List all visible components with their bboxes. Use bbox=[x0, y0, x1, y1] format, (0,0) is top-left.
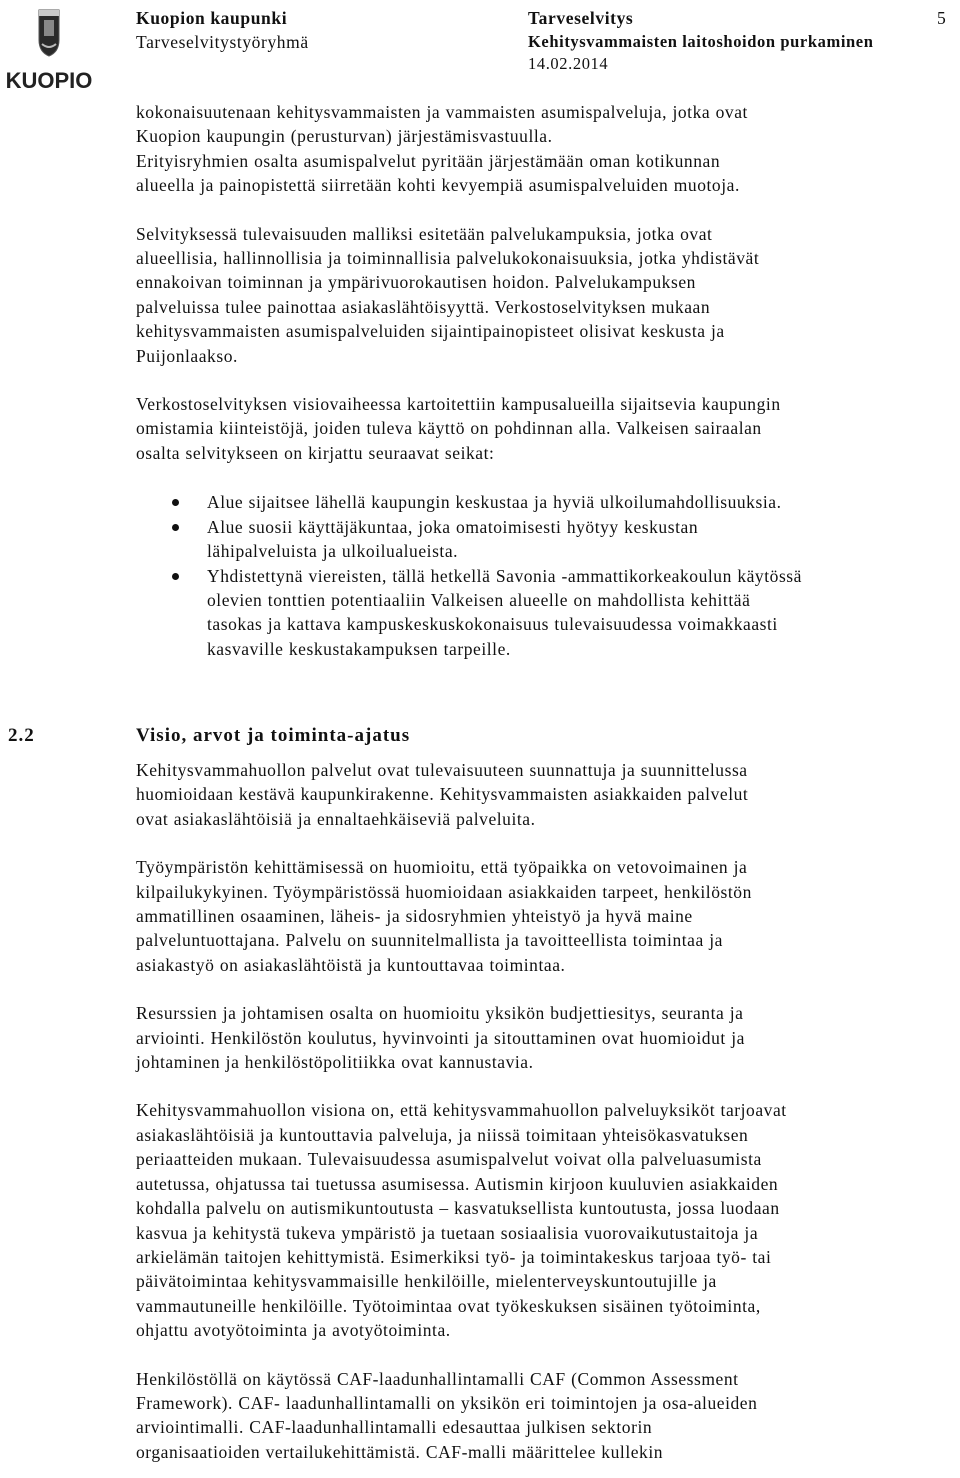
body-part-2 bbox=[136, 758, 956, 1464]
text-line: organisaatioiden vertailukehittämistä. CAF-malli määrittelee kullekin bbox=[136, 1441, 664, 1462]
text-line: autetussa, ohjatussa tai tuetussa asumisessa. Autismin kirjoon kuuluvien asiakkaiden bbox=[136, 1173, 779, 1194]
kuopio-logo bbox=[6, 4, 92, 96]
paragraph-services bbox=[136, 758, 956, 831]
text-line: kasvua ja kehitystä tukeva ympäristö ja tuetaan sosiaalisia vuorovaikutustaitoja ja bbox=[136, 1222, 759, 1243]
text-line: päivätoimintaa kehitysvammaisille henkilöille, mielenterveyskuntoutujille ja bbox=[136, 1271, 717, 1292]
logo-wordmark: KUOPIO bbox=[6, 68, 92, 93]
text-line: Framework). CAF- laadunhallintamalli on yksikön eri toimintojen ja osa-alueiden bbox=[136, 1392, 758, 1413]
text-line: Puijonlaakso. bbox=[136, 345, 238, 366]
intro-paragraph bbox=[136, 100, 956, 198]
text-line: Alue sijaitsee lähellä kaupungin keskustaa ja hyviä ulkoilumahdollisuuksia. bbox=[207, 492, 782, 513]
text-line: arkielämän taitojen kehittymistä. Esimerkiksi työ- ja toimintakeskus tarjoaa työ- tai bbox=[136, 1246, 772, 1267]
text-line: asiakaslähtöisiä ja kuntouttavia palveluja, ja niissä toimitaan yhteisökasvatuksen bbox=[136, 1124, 749, 1145]
section-heading bbox=[8, 725, 410, 747]
header-group: Tarveselvitystyöryhmä bbox=[136, 32, 309, 52]
text-line: olevien tonttien potentiaaliin Valkeisen alueelle on mahdollista kehittää bbox=[207, 589, 751, 610]
paragraph-caf bbox=[136, 1367, 956, 1465]
body-part-1 bbox=[136, 100, 956, 661]
bullet-item bbox=[136, 564, 956, 662]
page-number: 5 bbox=[937, 8, 947, 28]
header-doc-type: Tarveselvitys bbox=[528, 8, 634, 28]
text-line: Verkostoselvityksen visiovaiheessa kartoitettiin kampusalueilla sijaitsevia kaupungin bbox=[136, 394, 781, 415]
text-line: arviointimalli. CAF-laadunhallintamalli edesauttaa julkisen sektorin bbox=[136, 1417, 653, 1438]
section-title: Visio, arvot ja toiminta-ajatus bbox=[136, 725, 411, 746]
header-organization: Kuopion kaupunki bbox=[136, 8, 288, 28]
paragraph-resources bbox=[136, 1001, 956, 1074]
text-line: osalta selvitykseen on kirjattu seuraavat seikat: bbox=[136, 442, 495, 463]
text-line: arviointi. Henkilöstön koulutus, hyvinvointi ja sitouttaminen ovat huomioidut ja bbox=[136, 1027, 745, 1048]
text-line: ohjattu avotyötoiminta ja avotyötoiminta. bbox=[136, 1320, 451, 1341]
text-line: kasvaville keskustakampuksen tarpeille. bbox=[207, 638, 511, 659]
header-subtitle: Kehitysvammaisten laitoshoidon purkaminen bbox=[528, 32, 874, 51]
paragraph-vision-phase bbox=[136, 392, 956, 465]
bullet-list bbox=[136, 490, 956, 661]
bullet-item bbox=[136, 515, 956, 564]
text-line: Yhdistettynä viereisten, tällä hetkellä Savonia -ammattikorkeakoulun käytössä bbox=[207, 565, 802, 586]
text-line: Selvityksessä tulevaisuuden malliksi esitetään palvelukampuksia, jotka ovat bbox=[136, 223, 713, 244]
text-line: Työympäristön kehittämisessä on huomioitu, että työpaikka on vetovoimainen ja bbox=[136, 857, 748, 878]
text-line: Resurssien ja johtamisen osalta on huomioitu yksikön budjettiesitys, seuranta ja bbox=[136, 1003, 744, 1024]
bullet-dot-icon bbox=[172, 524, 179, 531]
text-line: vammautuneille henkilöille. Työtoimintaa ovat työkeskuksen sisäinen työtoiminta, bbox=[136, 1295, 761, 1316]
text-line: ennakoivan toiminnan ja ympärivuorokautisen hoidon. Palvelukampuksen bbox=[136, 272, 696, 293]
paragraph-service-campus bbox=[136, 222, 956, 368]
paragraph-vision bbox=[136, 1098, 956, 1342]
text-line: ammatillinen osaaminen, läheis- ja sidosryhmien yhteistyö ja hyvä maine bbox=[136, 906, 693, 927]
bullet-item bbox=[136, 490, 956, 514]
text-line: kehitysvammaisten asumispalveluiden sijaintipainopisteet olisivat keskusta ja bbox=[136, 321, 725, 342]
text-line: ovat asiakaslähtöisiä ja ennaltaehkäiseviä palveluita. bbox=[136, 808, 536, 829]
text-line: alueellisia, hallinnollisia ja toiminnallisia palvelukokonaisuuksia, jotka yhdistävät bbox=[136, 248, 760, 269]
text-line: Alue suosii käyttäjäkuntaa, joka omatoimisesti hyötyy keskustan bbox=[207, 516, 699, 537]
text-line: lähipalveluista ja ulkoilualueista. bbox=[207, 541, 459, 562]
text-line: Kehitysvammahuollon palvelut ovat tulevaisuuteen suunnattuja ja suunnittelussa bbox=[136, 760, 748, 780]
text-line: alueella ja painopistettä siirretään kohti kevyempiä asumispalveluiden muotoja. bbox=[136, 175, 740, 196]
text-line: Kehitysvammahuollon visiona on, että kehitysvammahuollon palveluyksiköt tarjoavat bbox=[136, 1100, 787, 1121]
text-line: Henkilöstöllä on käytössä CAF-laadunhallintamalli CAF (Common Assessment bbox=[136, 1368, 739, 1389]
text-line: Erityisryhmien osalta asumispalvelut pyritään järjestämään oman kotikunnan bbox=[136, 150, 721, 171]
section-number: 2.2 bbox=[8, 725, 35, 746]
text-line: palveluntuottajana. Palvelu on suunnitelmallista ja tavoitteellista toimintaa ja bbox=[136, 930, 723, 951]
text-line: huomioidaan kestävä kaupunkirakenne. Kehitysvammaisten asiakkaiden palvelut bbox=[136, 784, 749, 805]
text-line: kilpailukykyinen. Työympäristössä huomioidaan asiakkaiden tarpeet, henkilöstön bbox=[136, 881, 752, 902]
text-line: periaatteiden mukaan. Tulevaisuudessa asumispalvelut voivat olla palveluasumista bbox=[136, 1149, 762, 1170]
bullet-dot-icon bbox=[172, 499, 179, 506]
text-line: omistamia kiinteistöjä, joiden tuleva käyttö on pohdinnan alla. Valkeisen sairaalan bbox=[136, 418, 762, 439]
text-line: palveluissa tulee painottaa asiakaslähtöisyyttä. Verkostoselvityksen mukaan bbox=[136, 296, 711, 317]
bullet-dot-icon bbox=[172, 573, 179, 580]
text-line: asiakastyö on asiakaslähtöistä ja kuntouttavaa toimintaa. bbox=[136, 954, 566, 975]
text-line: Kuopion kaupungin (perusturvan) järjestämisvastuulla. bbox=[136, 126, 553, 147]
text-line: tasokas ja kattava kampuskeskuskokonaisuus tulevaisuudessa voimakkaasti bbox=[207, 614, 778, 635]
text-line: kohdalla palvelu on autismikuntoutusta – kasvatuksellista kuntoutusta, jossa luodaan bbox=[136, 1198, 780, 1219]
text-line: kokonaisuutenaan kehitysvammaisten ja vammaisten asumispalveluja, jotka ovat bbox=[136, 102, 748, 122]
paragraph-work-environment bbox=[136, 855, 956, 977]
text-line: johtaminen ja henkilöstöpolitiikka ovat kannustavia. bbox=[136, 1052, 534, 1073]
header-date: 14.02.2014 bbox=[528, 54, 609, 73]
